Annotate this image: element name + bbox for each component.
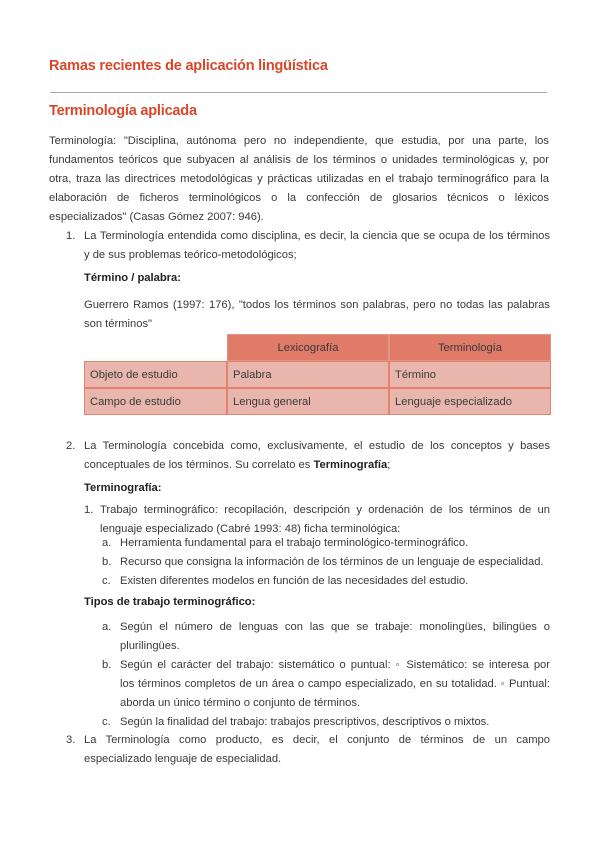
list-item-text: La Terminología concebida como, exclusivamente, el estudio de los conceptos y bases — [84, 440, 550, 452]
terminografia-label: Terminografía: — [84, 482, 162, 494]
list-item-text: Herramienta fundamental para el trabajo terminológico-terminográfico. — [120, 537, 469, 549]
table-row — [84, 361, 551, 388]
quote-text: son términos" — [84, 318, 153, 330]
subsection-title: Terminología aplicada — [49, 103, 197, 119]
list-item-text: y de sus problemas teórico-metodológicos; — [84, 249, 297, 261]
list-item-text: Recurso que consigna la información de los términos de un lenguaje de especialidad. — [120, 556, 544, 568]
table-row-label: Campo de estudio — [84, 388, 227, 415]
list-item-text: Según la finalidad del trabajo: trabajos prescriptivos, descriptivos o mixtos. — [120, 716, 490, 728]
list-item-text: Según el número de lenguas con las que se trabaje: monolingües, bilingües o — [120, 621, 550, 633]
table-row-label: Objeto de estudio — [84, 361, 227, 388]
bold-term: Terminografía — [313, 459, 388, 471]
term-word-label: Término / palabra: — [84, 272, 181, 284]
table-cell: Término — [389, 361, 551, 388]
table-header-row — [84, 334, 551, 361]
list-item-text: Según el carácter del trabajo: sistemático o puntual: ◦ Sistemático: se interesa por — [120, 659, 550, 671]
text-fragment: ; — [387, 459, 391, 471]
list-item-text: los términos completos de un área o campo especializado, en su totalidad. ◦ Puntual: — [120, 678, 550, 690]
comparison-table — [84, 334, 551, 415]
list-item-text — [84, 456, 550, 475]
intro-line: Terminología: "Disciplina, autónoma pero no independiente, que estudia, por una parte, los — [49, 135, 549, 147]
intro-line: especializados" (Casas Gómez 2007: 946). — [49, 211, 264, 223]
list-item-text: La Terminología como producto, es decir, el conjunto de términos de un campo — [84, 734, 550, 746]
list-letter: a. — [102, 621, 112, 633]
list-item-text: lenguaje especializado (Cabré 1993: 48) ficha terminológica: — [100, 523, 401, 535]
section-title: Ramas recientes de aplicación lingüística — [49, 58, 328, 74]
table-cell: Palabra — [227, 361, 389, 388]
table-corner-cell — [84, 334, 227, 361]
intro-line: otra, traza las directrices metodológicas y prácticas utilizadas en el trabajo terminográfico para la — [49, 173, 549, 185]
list-letter: b. — [102, 659, 112, 671]
list-item-text: Trabajo terminográfico: recopilación, descripción y ordenación de los términos de un — [100, 504, 550, 516]
types-label: Tipos de trabajo terminográfico: — [84, 596, 256, 608]
list-number: 3. — [66, 734, 76, 746]
list-number: 2. — [66, 440, 76, 452]
list-letter: c. — [102, 575, 111, 587]
table-row — [84, 388, 551, 415]
table-header-cell: Lexicografía — [227, 334, 389, 361]
list-number: 1. — [84, 504, 94, 516]
list-item-text: Existen diferentes modelos en función de las necesidades del estudio. — [120, 575, 469, 587]
list-letter: a. — [102, 537, 112, 549]
table-header-cell: Terminología — [389, 334, 551, 361]
intro-line: fundamentos teóricos que subyacen al análisis de los términos o unidades terminológicas y, por — [49, 154, 549, 166]
list-item-text: aborda un único término o conjunto de términos. — [120, 697, 361, 709]
text-fragment: conceptuales de los términos. Su correlato es — [84, 459, 314, 471]
horizontal-rule — [50, 92, 547, 93]
list-letter: c. — [102, 716, 111, 728]
quote-text: Guerrero Ramos (1997: 176), "todos los términos son palabras, pero no todas las palabras — [84, 299, 550, 311]
intro-line: elaboración de ficheros terminológicos o la confección de glosarios técnicos o léxicos — [49, 192, 549, 204]
list-letter: b. — [102, 556, 112, 568]
list-item-text: especializado lenguaje de especialidad. — [84, 753, 282, 765]
table-cell: Lenguaje especializado — [389, 388, 551, 415]
list-item-text: La Terminología entendida como disciplina, es decir, la ciencia que se ocupa de los términos — [84, 230, 550, 242]
table-cell: Lengua general — [227, 388, 389, 415]
list-item-text: plurilingües. — [120, 640, 180, 652]
list-number: 1. — [66, 230, 76, 242]
